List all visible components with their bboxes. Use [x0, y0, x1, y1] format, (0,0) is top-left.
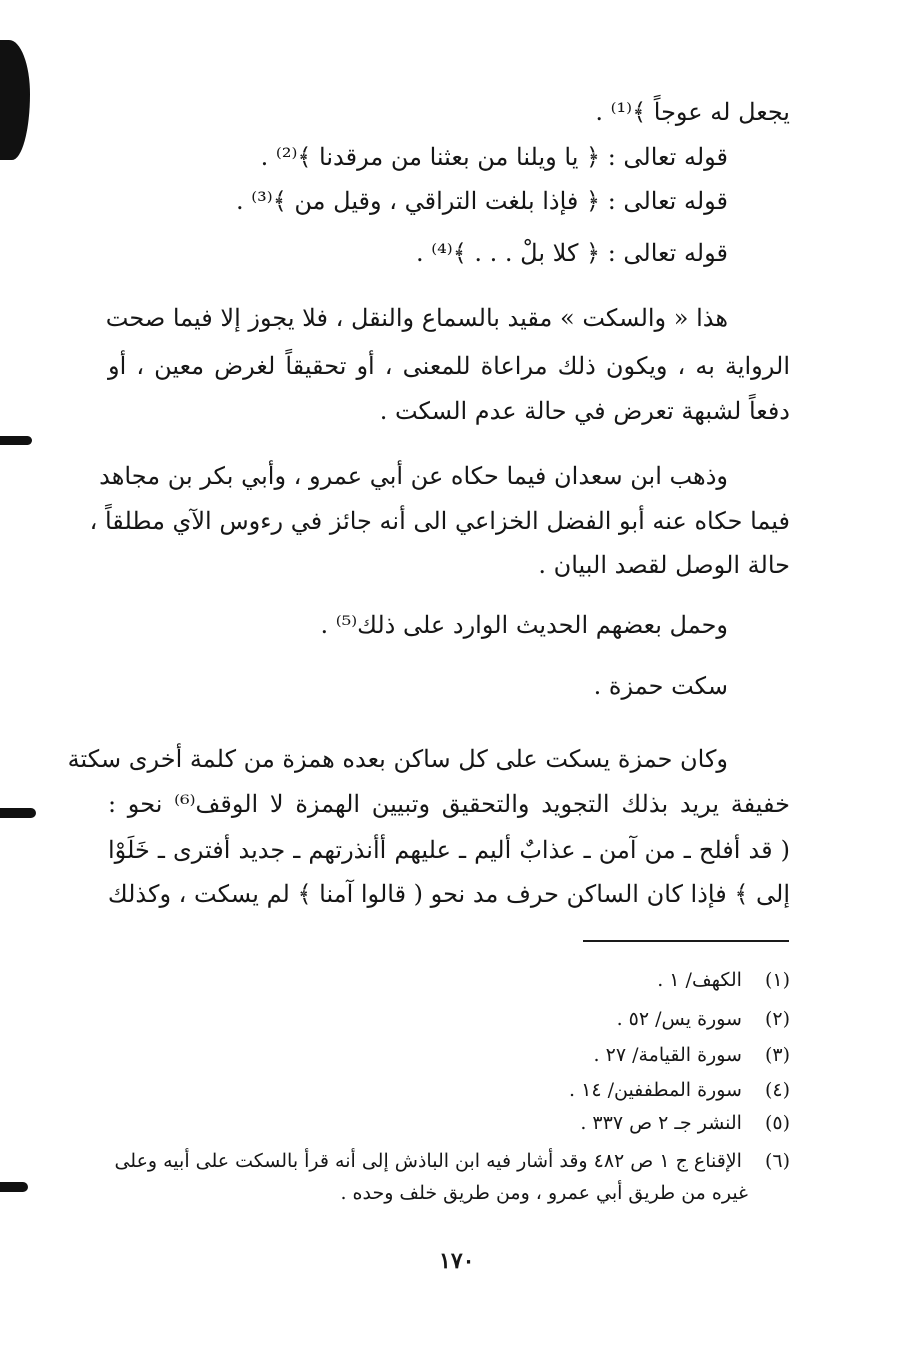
footnote — [657, 967, 790, 993]
footnote-continuation: غيره من طريق أبي عمرو ، ومن طريق خلف وحده . — [340, 1182, 748, 1204]
paragraph-line: وحمل بعضهم الحديث الوارد على ذلك⁽⁵⁾ . — [320, 611, 728, 639]
verse-line: يجعل له عوجاً ﴾⁽¹⁾ . — [595, 98, 790, 126]
footnote — [569, 1077, 790, 1103]
paragraph-line: حالة الوصل لقصد البيان . — [538, 551, 790, 579]
footnote — [580, 1110, 790, 1136]
footnote-text: سورة يس/ ٥٢ . — [616, 1008, 742, 1030]
scan-mark — [0, 808, 36, 818]
page-number: ١٧٠ — [439, 1248, 475, 1274]
verse-line: قوله تعالى : ﴿ فإذا بلغت التراقي ، وقيل من ﴾⁽³⁾ . — [236, 187, 728, 215]
footnote — [617, 1006, 790, 1032]
footnote-number: (٤) — [764, 1079, 790, 1101]
footnote-number: (١) — [764, 969, 790, 991]
footnote-text: سورة المطففين/ ١٤ . — [569, 1079, 742, 1101]
footnote-text: الكهف/ ١ . — [657, 969, 742, 991]
footnote-text: الإقناع ج ١ ص ٤٨٢ وقد أشار فيه ابن الباذش إلى أنه قرأ بالسكت على أبيه وعلى — [114, 1150, 742, 1172]
paragraph-line: وذهب ابن سعدان فيما حكاه عن أبي عمرو ، وأبي بكر بن مجاهد — [99, 462, 728, 490]
footnote-number: (٣) — [764, 1044, 790, 1066]
paragraph-line: إلى ﴾ فإذا كان الساكن حرف مد نحو ( قالوا آمنا ﴾ لم يسكت ، وكذلك — [107, 880, 790, 908]
footnote-text: النشر جـ ٢ ص ٣٣٧ . — [580, 1112, 742, 1134]
section-heading: سكت حمزة . — [593, 672, 728, 700]
footnote-number: (٥) — [764, 1112, 790, 1134]
footnote — [594, 1042, 790, 1068]
paragraph-line: وكان حمزة يسكت على كل ساكن بعده همزة من كلمة أخرى سكتة — [67, 745, 728, 773]
footnote-rule — [583, 940, 789, 942]
paragraph-line: دفعاً لشبهة تعرض في حالة عدم السكت . — [379, 397, 790, 425]
verse-line: قوله تعالى : ﴿ يا ويلنا من بعثنا من مرقدنا ﴾⁽²⁾ . — [260, 143, 728, 171]
verse-line: قوله تعالى : ﴿ كلا بلْ . . . ﴾⁽⁴⁾ . — [416, 239, 728, 267]
paragraph-line: ( قد أفلح ـ من آمن ـ عذابٌ أليم ـ عليهم أأنذرتهم ـ جديد أفترى ـ خَلَوْا — [108, 836, 790, 864]
footnote-text: سورة القيامة/ ٢٧ . — [593, 1044, 742, 1066]
paragraph-line: فيما حكاه عنه أبو الفضل الخزاعي الى أنه جائز في رءوس الآي مطلقاً ، — [89, 507, 790, 535]
paragraph-line: خفيفة يريد بذلك التجويد والتحقيق وتبيين الهمزة لا الوقف⁽⁶⁾ نحو : — [108, 790, 790, 818]
scan-mark — [0, 436, 32, 445]
paragraph-line: هذا « والسكت » مقيد بالسماع والنقل ، فلا يجوز إلا فيما صحت — [105, 304, 728, 332]
footnote-number: (٦) — [764, 1150, 790, 1172]
footnote — [108, 1148, 790, 1174]
footnote-number: (٢) — [764, 1008, 790, 1030]
scan-mark — [0, 1182, 28, 1192]
scan-smudge — [0, 40, 30, 160]
paragraph-line: الرواية به ، ويكون ذلك مراعاة للمعنى ، أو تحقيقاً لغرض معين ، أو — [108, 352, 790, 380]
